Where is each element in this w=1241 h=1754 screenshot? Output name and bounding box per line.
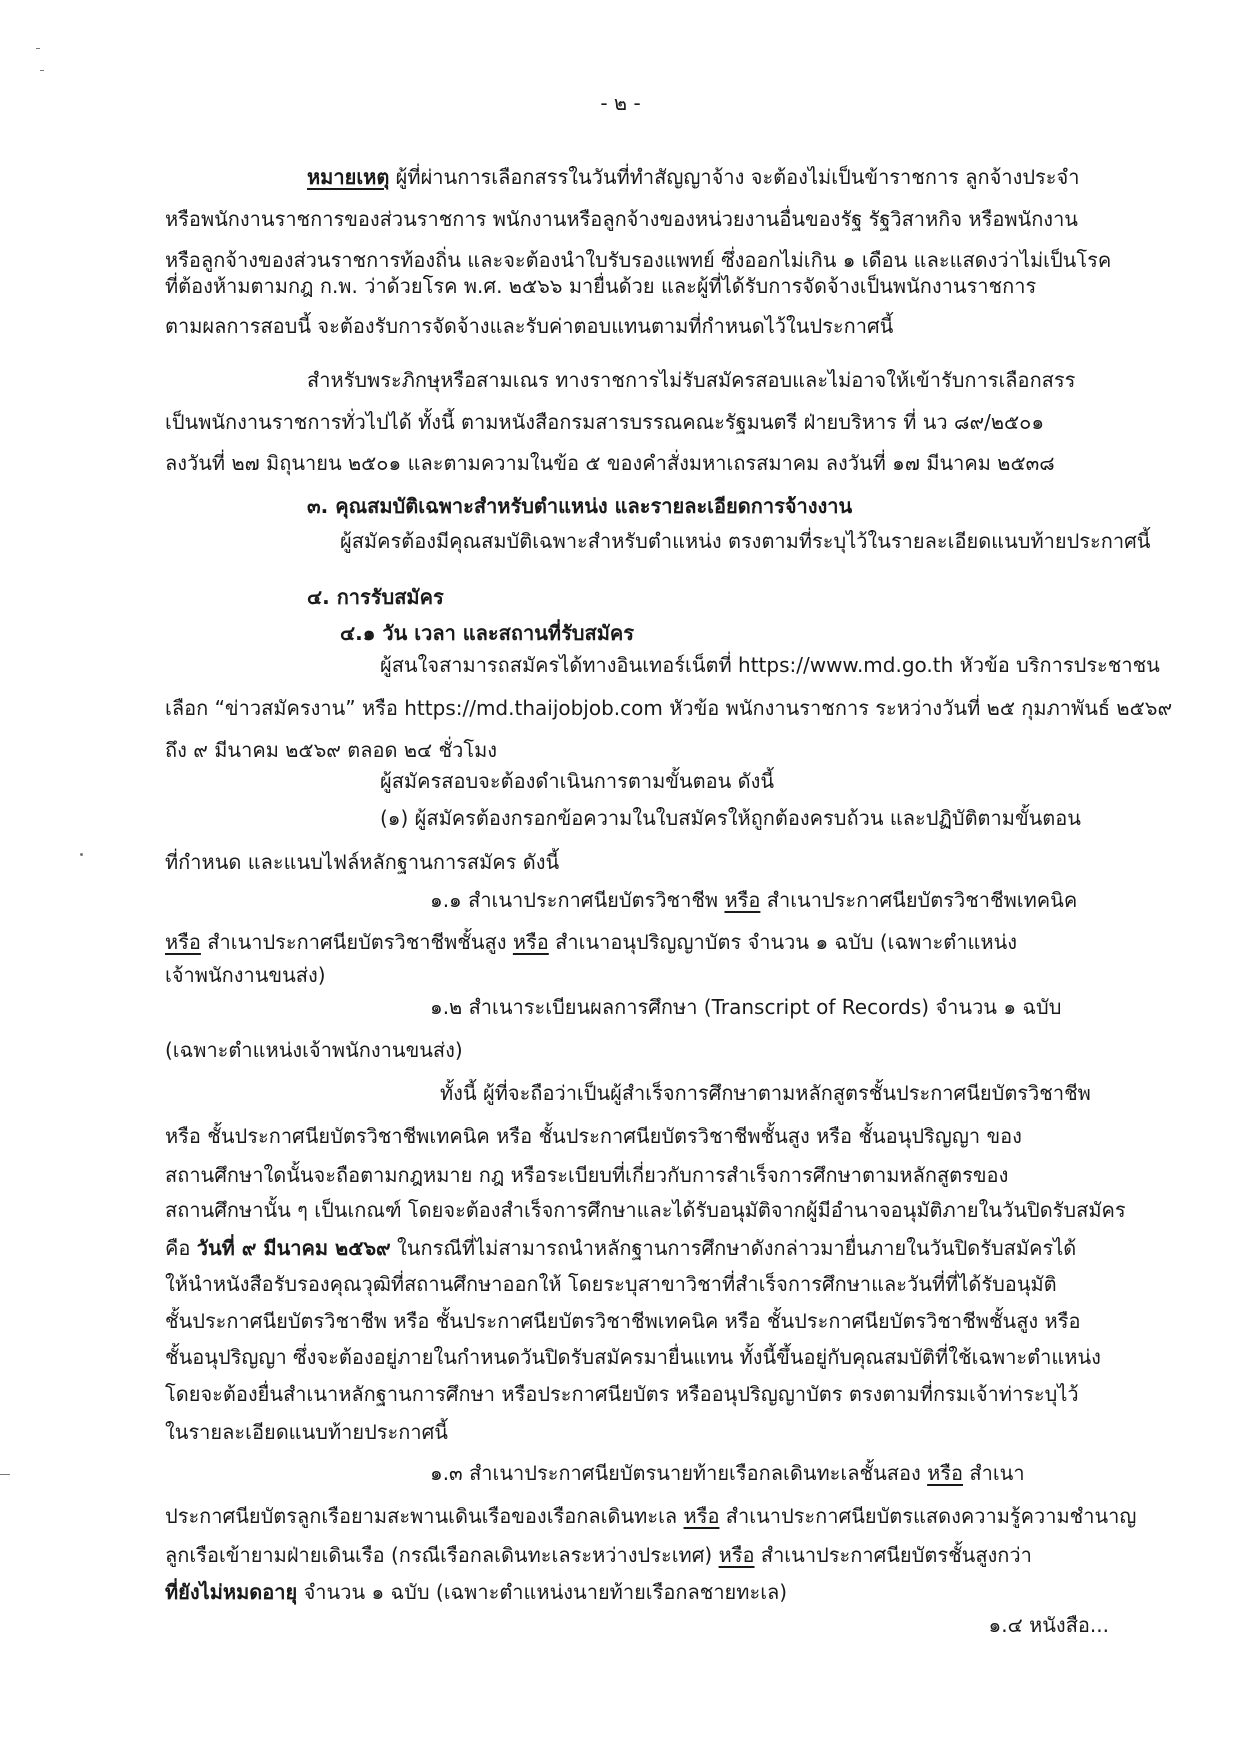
continuation-text: ๑.๔ หนังสือ... xyxy=(988,1613,1109,1637)
note-line: ตามผลการสอบนี้ จะต้องรับการจัดจ้างและรับค่าตอบแทนตามที่กำหนดไว้ในประกาศนี้ xyxy=(165,314,894,338)
apply-line: ถึง ๙ มีนาคม ๒๕๖๙ ตลอด ๒๔ ชั่วโมง xyxy=(165,738,498,762)
edu-line: ทั้งนี้ ผู้ที่จะถือว่าเป็นผู้สำเร็จการศึกษาตามหลักสูตรชั้นประกาศนียบัตรวิชาชีพ xyxy=(440,1081,1091,1105)
scan-mark xyxy=(40,70,44,71)
step-line: (๑) ผู้สมัครต้องกรอกข้อความในใบสมัครให้ถูกต้องครบถ้วน และปฏิบัติตามขั้นตอน xyxy=(380,806,1081,830)
item-line: ๑.๓ สำเนาประกาศนียบัตรนายท้ายเรือกลเดินทะเลชั้นสอง หรือ สำเนา xyxy=(430,1461,1025,1485)
section-heading: ๔. การรับสมัคร xyxy=(307,585,444,609)
section-heading: ๓. คุณสมบัติเฉพาะสำหรับตำแหน่ง และรายละเอียดการจ้างงาน xyxy=(307,494,853,518)
edu-line: ชั้นอนุปริญญา ซึ่งจะต้องอยู่ภายในกำหนดวันปิดรับสมัครมายื่นแทน ทั้งนี้ขึ้นอยู่กับคุณสมบัติที่ใช้เฉพาะตำแหน่ง xyxy=(165,1345,1101,1369)
scan-mark xyxy=(36,48,40,49)
item-line: ประกาศนียบัตรลูกเรือยามสะพานเดินเรือของเรือกลเดินทะเล หรือ สำเนาประกาศนียบัตรแสดงความรู้ความชำนาญ xyxy=(165,1504,1137,1528)
item-line: เจ้าพนักงานขนส่ง) xyxy=(165,963,326,987)
item-line: (เฉพาะตำแหน่งเจ้าพนักงานขนส่ง) xyxy=(165,1038,463,1062)
edu-line: ให้นำหนังสือรับรองคุณวุฒิที่สถานศึกษาออกให้ โดยระบุสาขาวิชาที่สำเร็จการศึกษาและวันที่ที่ได้รับอนุมัติ xyxy=(165,1272,1057,1296)
edu-line: สถานศึกษานั้น ๆ เป็นเกณฑ์ โดยจะต้องสำเร็จการศึกษาและได้รับอนุมัติจากผู้มีอำนาจอนุมัติภายในวันปิดรับสมัคร xyxy=(165,1198,1126,1222)
edu-line: โดยจะต้องยื่นสำเนาหลักฐานการศึกษา หรือประกาศนียบัตร หรืออนุปริญญาบัตร ตรงตามที่กรมเจ้าท่าระบุไว้ xyxy=(165,1382,1079,1406)
monk-line: เป็นพนักงานราชการทั่วไปได้ ทั้งนี้ ตามหนังสือกรมสารบรรณคณะรัฐมนตรี ฝ่ายบริหาร ที่ นว ๘๙/๒๕๐๑ xyxy=(165,410,1045,434)
item-line: ลูกเรือเข้ายามฝ่ายเดินเรือ (กรณีเรือกลเดินทะเลระหว่างประเทศ) หรือ สำเนาประกาศนียบัตรชั้นสูงกว่า xyxy=(165,1543,1032,1567)
edu-line: คือ วันที่ ๙ มีนาคม ๒๕๖๙ ในกรณีที่ไม่สามารถนำหลักฐานการศึกษาดังกล่าวมายื่นภายในวันปิดรับสมัครได้ xyxy=(165,1236,1077,1260)
item-line: ที่ยังไม่หมดอายุ จำนวน ๑ ฉบับ (เฉพาะตำแหน่งนายท้ายเรือกลชายทะเล) xyxy=(165,1580,788,1604)
edu-line: ชั้นประกาศนียบัตรวิชาชีพ หรือ ชั้นประกาศนียบัตรวิชาชีพเทคนิค หรือ ชั้นประกาศนียบัตรวิชาชีพชั้นสูง หรือ xyxy=(165,1309,1081,1333)
apply-line: เลือก “ข่าวสมัครงาน” หรือ https://md.thaijobjob.com หัวข้อ พนักงานราชการ ระหว่างวันที่ ๒๕ กุมภาพันธ์ ๒๕๖๙ xyxy=(165,696,1173,720)
page-number: - ๒ - xyxy=(600,91,641,115)
note-line: หมายเหตุ ผู้ที่ผ่านการเลือกสรรในวันที่ทำสัญญาจ้าง จะต้องไม่เป็นข้าราชการ ลูกจ้างประจำ xyxy=(307,165,1080,189)
monk-line: ลงวันที่ ๒๗ มิถุนายน ๒๕๐๑ และตามความในข้อ ๕ ของคำสั่งมหาเถรสมาคม ลงวันที่ ๑๗ มีนาคม ๒๕๓๘ xyxy=(165,451,1055,475)
note-label: หมายเหตุ xyxy=(307,165,390,189)
item-line: ๑.๒ สำเนาระเบียนผลการศึกษา (Transcript of Records) จำนวน ๑ ฉบับ xyxy=(430,995,1062,1019)
steps-intro: ผู้สมัครสอบจะต้องดำเนินการตามขั้นตอน ดังนี้ xyxy=(380,769,775,793)
note-line: หรือพนักงานราชการของส่วนราชการ พนักงานหรือลูกจ้างของหน่วยงานอื่นของรัฐ รัฐวิสาหกิจ หรือพนักงาน xyxy=(165,207,1078,231)
monk-line: สำหรับพระภิกษุหรือสามเณร ทางราชการไม่รับสมัครสอบและไม่อาจให้เข้ารับการเลือกสรร xyxy=(307,368,1076,392)
subsection-heading: ๔.๑ วัน เวลา และสถานที่รับสมัคร xyxy=(340,621,635,645)
edu-line: หรือ ชั้นประกาศนียบัตรวิชาชีพเทคนิค หรือ ชั้นประกาศนียบัตรวิชาชีพชั้นสูง หรือ ชั้นอนุปริญญา ของ xyxy=(165,1124,1022,1148)
apply-line: ผู้สนใจสามารถสมัครได้ทางอินเทอร์เน็ตที่ https://www.md.go.th หัวข้อ บริการประชาชน xyxy=(380,653,1160,677)
item-line: หรือ สำเนาประกาศนียบัตรวิชาชีพชั้นสูง หรือ สำเนาอนุปริญญาบัตร จำนวน ๑ ฉบับ (เฉพาะตำแหน่ง xyxy=(165,930,1018,954)
note-line: หรือลูกจ้างของส่วนราชการท้องถิ่น และจะต้องนำใบรับรองแพทย์ ซึ่งออกไม่เกิน ๑ เดือน และแสดงว่าไม่เป็นโรค xyxy=(165,248,1112,272)
closing-date: วันที่ ๙ มีนาคม ๒๕๖๙ xyxy=(196,1236,391,1260)
item-line: ๑.๑ สำเนาประกาศนียบัตรวิชาชีพ หรือ สำเนาประกาศนียบัตรวิชาชีพเทคนิค xyxy=(430,888,1078,912)
note-line: ที่ต้องห้ามตามกฎ ก.พ. ว่าด้วยโรค พ.ศ. ๒๕๖๖ มายื่นด้วย และผู้ที่ได้รับการจัดจ้างเป็นพนักงานราชการ xyxy=(165,274,1037,298)
edu-line: สถานศึกษาใดนั้นจะถือตามกฎหมาย กฎ หรือระเบียบที่เกี่ยวกับการสำเร็จการศึกษาตามหลักสูตรของ xyxy=(165,1163,1009,1187)
step-line: ที่กำหนด และแนบไฟล์หลักฐานการสมัคร ดังนี้ xyxy=(165,850,560,874)
edu-line: ในรายละเอียดแนบท้ายประกาศนี้ xyxy=(165,1420,448,1444)
section-text: ผู้สมัครต้องมีคุณสมบัติเฉพาะสำหรับตำแหน่ง ตรงตามที่ระบุไว้ในรายละเอียดแนบท้ายประกาศนี้ xyxy=(340,529,1151,553)
